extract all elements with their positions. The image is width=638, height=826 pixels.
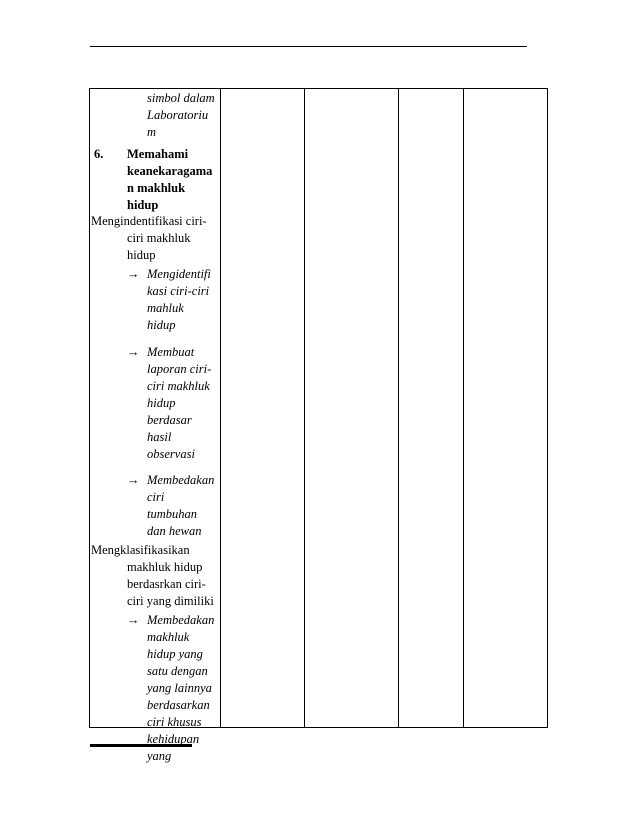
- indicator-line: laporan ciri-: [147, 362, 212, 376]
- indicator-line: dan hewan: [147, 524, 202, 538]
- indicator-line: yang: [147, 749, 172, 763]
- column-divider: [463, 89, 464, 727]
- arrow-icon: →: [127, 473, 140, 487]
- subcompetency-line: hidup: [127, 248, 156, 262]
- indicator-line: makhluk: [147, 630, 190, 644]
- subcompetency-line: makhluk hidup: [127, 560, 203, 574]
- arrow-icon: →: [127, 613, 140, 627]
- text-line: simbol dalam: [147, 91, 215, 105]
- item-number: 6.: [94, 147, 104, 161]
- competency-title-line: Memahami: [127, 147, 189, 161]
- indicator-line: yang lainnya: [147, 681, 212, 695]
- indicator-line: Mengidentifi: [147, 267, 211, 281]
- text-line: Laboratoriu: [147, 108, 209, 122]
- subcompetency-line: Mengindentifikasi ciri-: [91, 214, 207, 228]
- indicator-line: ciri makhluk: [147, 379, 210, 393]
- indicator-line: Membuat: [147, 345, 195, 359]
- competency-title-line: keanekaragama: [127, 164, 213, 178]
- header-rule: [90, 46, 527, 47]
- syllabus-table: [89, 88, 548, 763]
- indicator-line: kasi ciri-ciri: [147, 284, 210, 298]
- indicator-line: tumbuhan: [147, 507, 197, 521]
- column-divider: [220, 89, 221, 727]
- indicator-line: ciri khusus: [147, 715, 202, 729]
- subcompetency-line: ciri makhluk: [127, 231, 191, 245]
- indicator-line: berdasarkan: [147, 698, 210, 712]
- column-divider: [398, 89, 399, 727]
- subcompetency-line: berdasrkan ciri-: [127, 577, 206, 591]
- competency-title-line: n makhluk: [127, 181, 186, 195]
- indicator-line: berdasar: [147, 413, 192, 427]
- subcompetency-line: ciri yang dimiliki: [127, 594, 214, 608]
- indicator-line: mahluk: [147, 301, 184, 315]
- footnote-rule: [90, 744, 192, 747]
- subcompetency-line: Mengklasifikasikan: [91, 543, 190, 557]
- text-line: m: [147, 125, 157, 139]
- indicator-line: hidup: [147, 396, 176, 410]
- indicator-line: Membedakan: [147, 473, 215, 487]
- arrow-icon: →: [127, 345, 140, 359]
- indicator-line: observasi: [147, 447, 195, 461]
- indicator-line: Membedakan: [147, 613, 215, 627]
- arrow-icon: →: [127, 267, 140, 281]
- indicator-line: ciri: [147, 490, 165, 504]
- column-divider: [304, 89, 305, 727]
- indicator-line: hidup: [147, 318, 176, 332]
- indicator-line: kehidupan: [147, 732, 200, 746]
- competency-title-line: hidup: [127, 198, 159, 212]
- indicator-line: hidup yang: [147, 647, 203, 661]
- indicator-line: hasil: [147, 430, 172, 444]
- indicator-line: satu dengan: [147, 664, 208, 678]
